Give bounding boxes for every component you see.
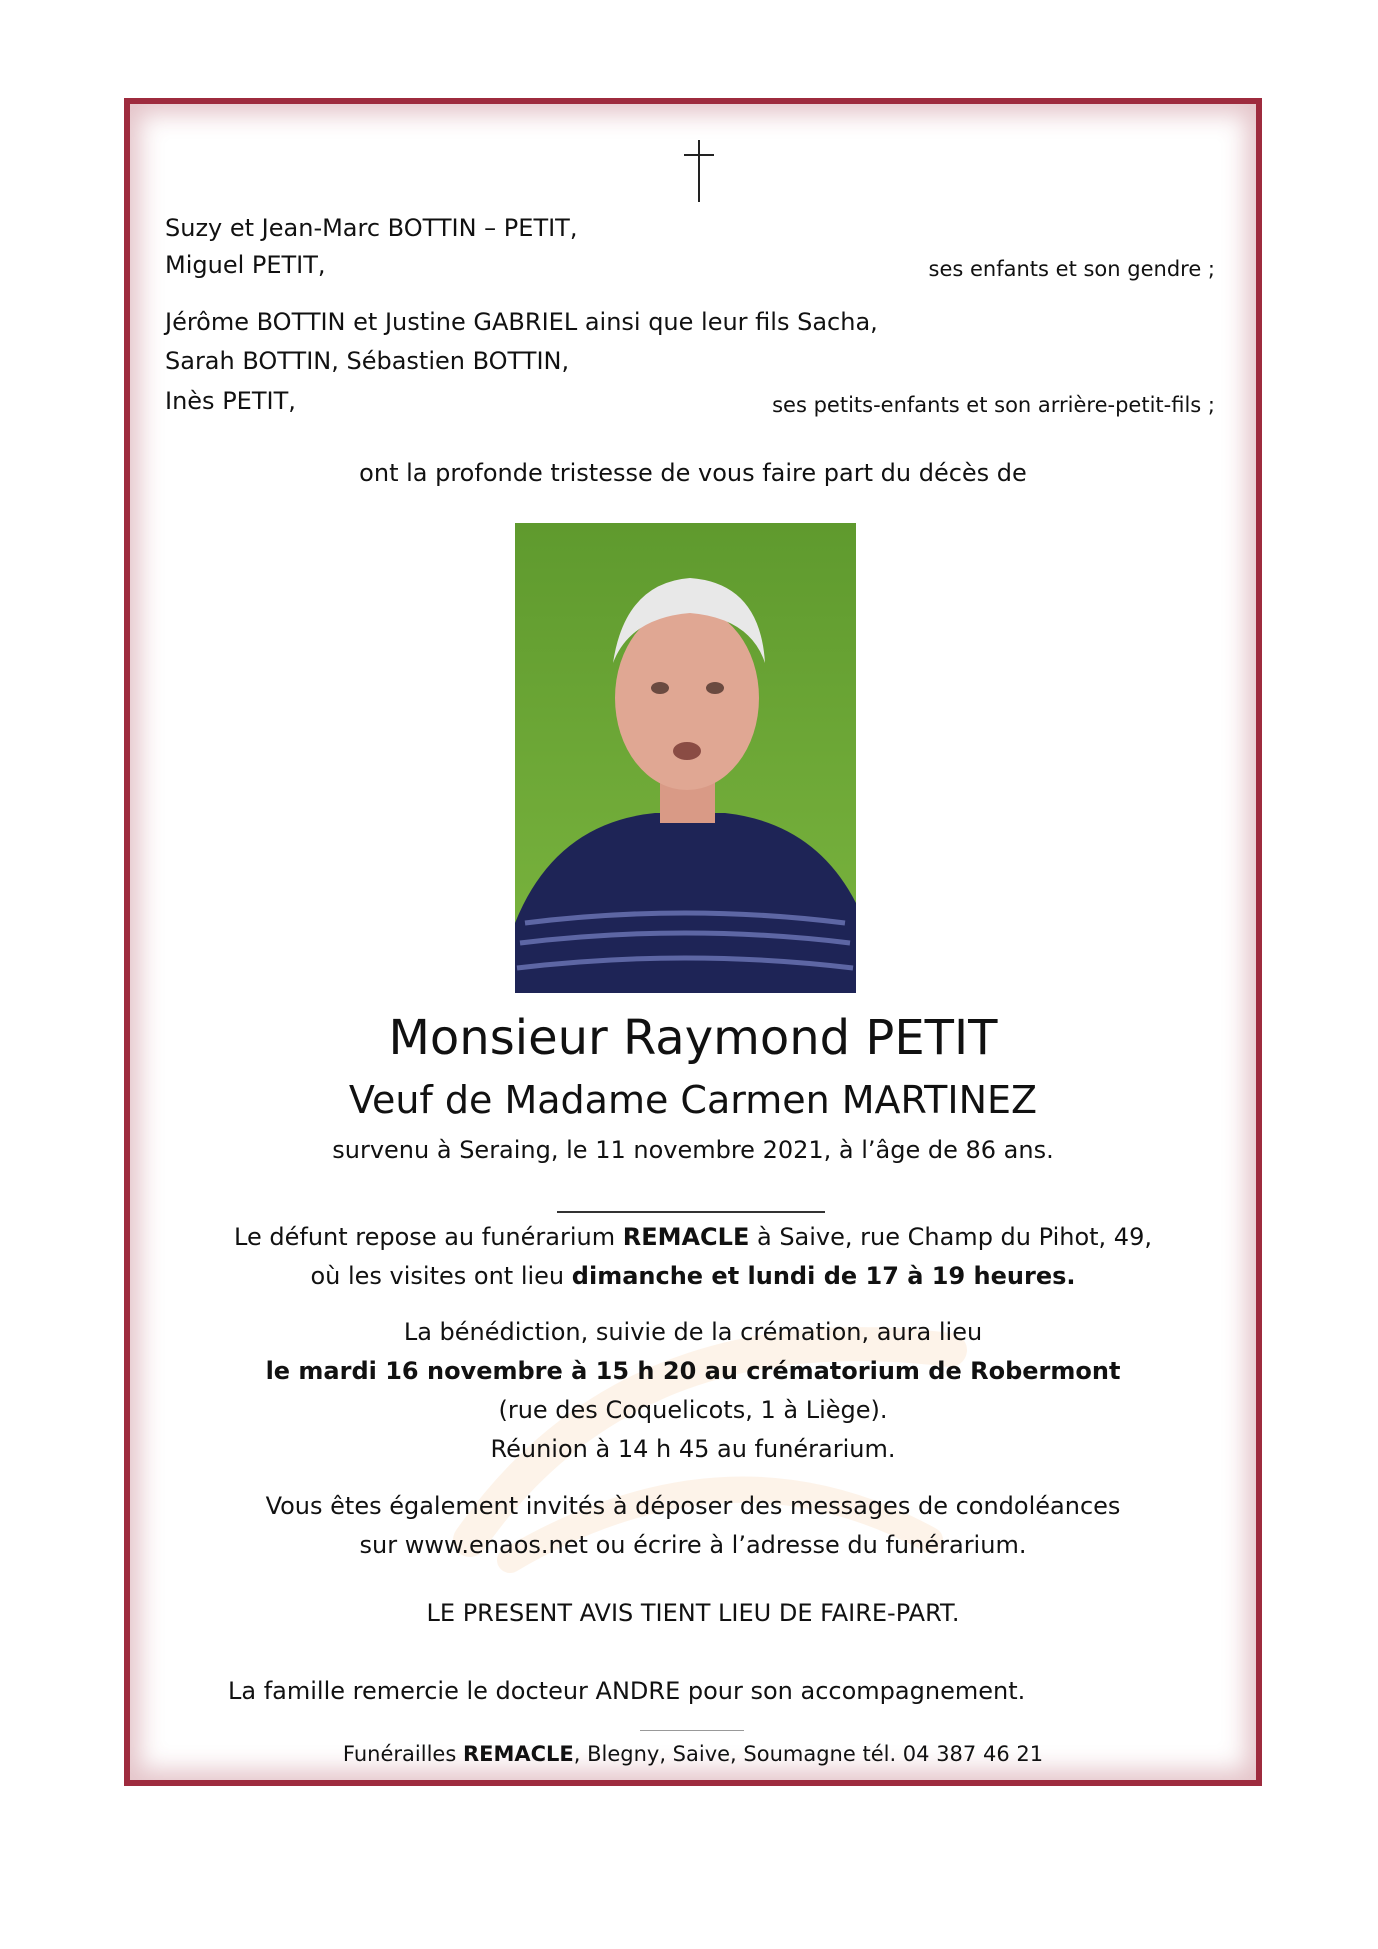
deceased-name: Monsieur Raymond PETIT	[388, 1010, 998, 1066]
notice: LE PRESENT AVIS TIENT LIEU DE FAIRE-PART.	[426, 1599, 960, 1627]
family-role-grandchildren: ses petits-enfants et son arrière-petit-fils ;	[772, 393, 1215, 417]
ceremony-line-2: le mardi 16 novembre à 15 h 20 au crématorium de Robermont	[265, 1357, 1121, 1385]
family-line-3: Jérôme BOTTIN et Justine GABRIEL ainsi que leur fils Sacha,	[165, 308, 878, 336]
visit-line-1: Le défunt repose au funérarium REMACLE à Saive, rue Champ du Pihot, 49,	[234, 1223, 1152, 1251]
announcement: ont la profonde tristesse de vous faire part du décès de	[359, 459, 1027, 487]
footer-divider	[640, 1730, 744, 1731]
deceased-details: survenu à Seraing, le 11 novembre 2021, à l’âge de 86 ans.	[332, 1136, 1054, 1164]
family-line-4: Sarah BOTTIN, Sébastien BOTTIN,	[165, 347, 570, 375]
condolences-line-1: Vous êtes également invités à déposer des messages de condoléances	[265, 1492, 1121, 1520]
cross-icon	[684, 140, 714, 202]
family-line-1: Suzy et Jean-Marc BOTTIN – PETIT,	[165, 214, 578, 242]
condolences-line-2: sur www.enaos.net ou écrire à l’adresse du funérarium.	[359, 1531, 1027, 1559]
ceremony-line-4: Réunion à 14 h 45 au funérarium.	[490, 1435, 896, 1463]
ceremony-line-1: La bénédiction, suivie de la crémation, aura lieu	[403, 1318, 983, 1346]
portrait-photo	[515, 523, 856, 993]
divider	[557, 1211, 825, 1213]
family-line-2: Miguel PETIT,	[165, 251, 326, 279]
family-role-children: ses enfants et son gendre ;	[928, 257, 1215, 281]
ceremony-line-3: (rue des Coquelicots, 1 à Liège).	[498, 1396, 888, 1424]
thanks: La famille remercie le docteur ANDRE pour son accompagnement.	[228, 1677, 1026, 1705]
family-line-5: Inès PETIT,	[165, 387, 296, 415]
visit-line-2: où les visites ont lieu dimanche et lundi de 17 à 19 heures.	[310, 1262, 1076, 1290]
footer: Funérailles REMACLE, Blegny, Saive, Soumagne tél. 04 387 46 21	[342, 1742, 1044, 1766]
deceased-widow-of: Veuf de Madame Carmen MARTINEZ	[348, 1078, 1038, 1122]
